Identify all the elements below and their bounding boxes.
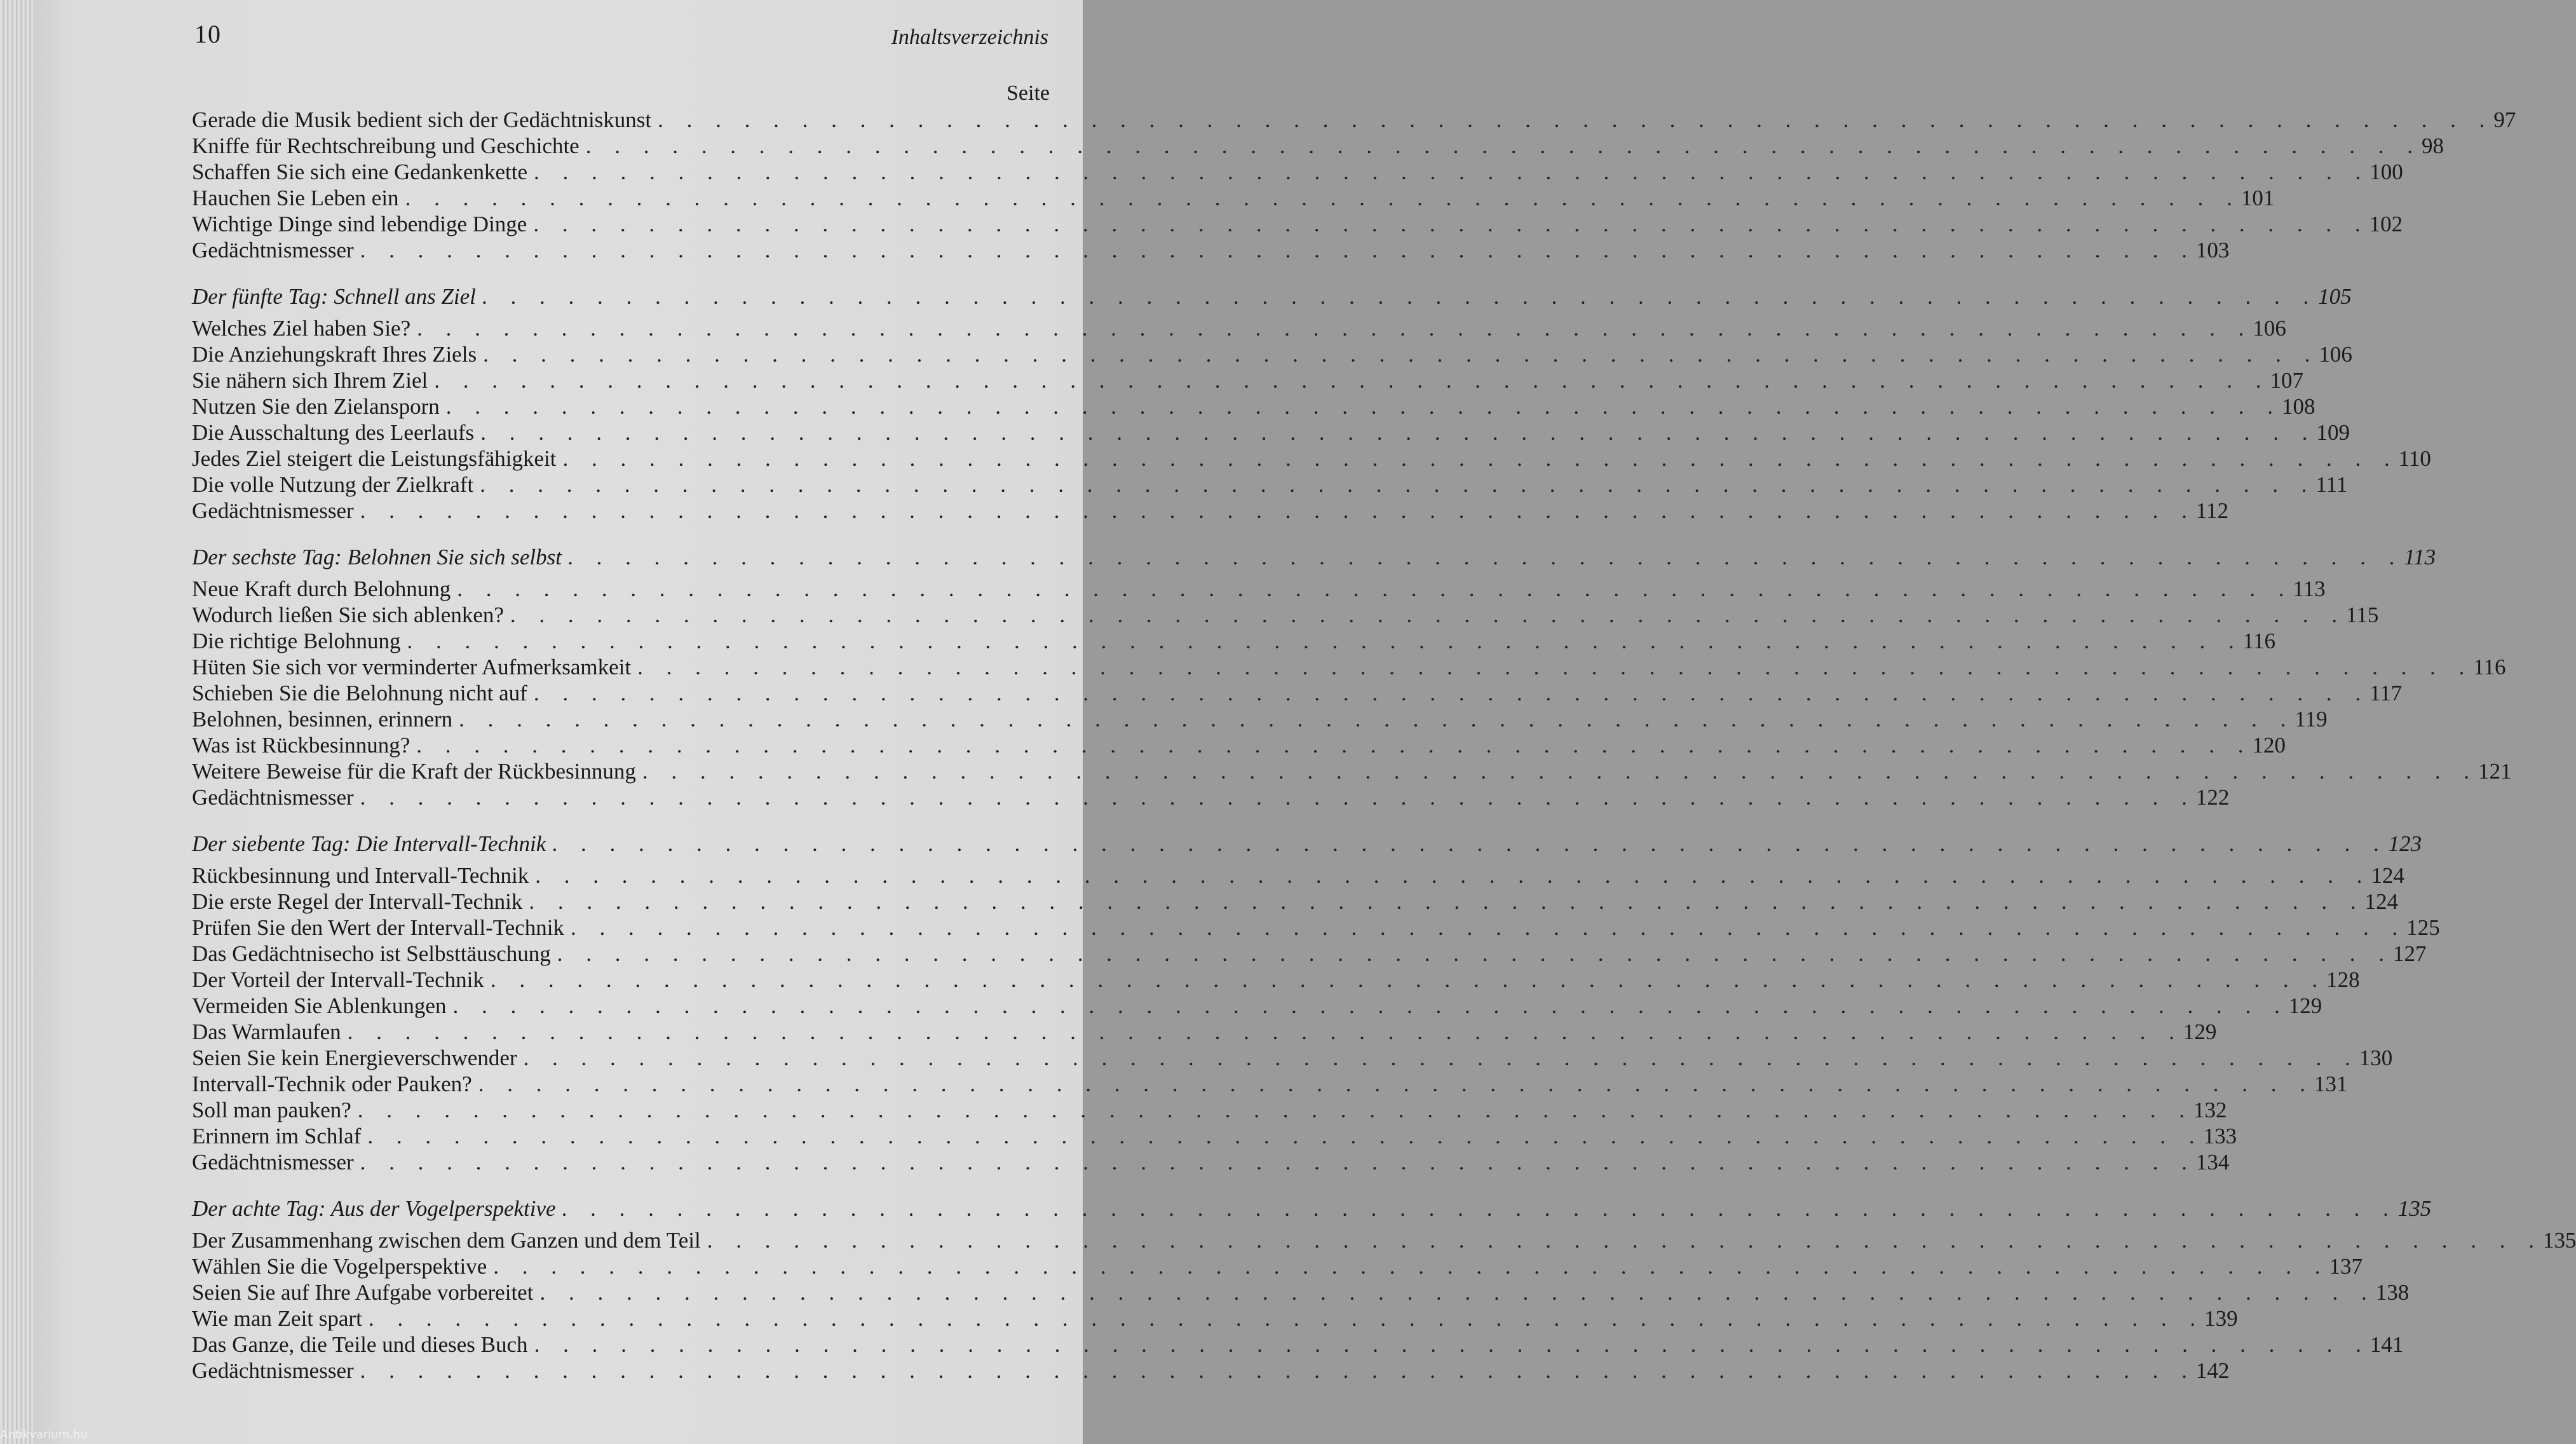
- entry-page-number: 129: [2288, 993, 2322, 1018]
- entry-title: Welches Ziel haben Sie?: [192, 316, 411, 341]
- dot-leader: . . . . . . . . . . . . . . . . . . . . . . . . . . . . . . . . . . . . . . . . . . . . . . . . . . . . . . . . . . . . . . . .: [570, 915, 2407, 940]
- toc-entry: [192, 237, 2230, 263]
- running-head: Inhaltsverzeichnis: [891, 25, 1048, 49]
- entry-title: Soll man pauken?: [192, 1098, 351, 1122]
- entry-title: Die Anziehungskraft Ihres Ziels: [192, 342, 477, 367]
- entry-page-number: 116: [2473, 655, 2506, 679]
- entry-page-number: 101: [2240, 186, 2275, 210]
- dot-leader: . . . . . . . . . . . . . . . . . . . . . . . . . . . . . . . . . . . . . . . . . . . . . . . . . . . . . . . . . . . . . . . .: [357, 1098, 2194, 1122]
- entry-page-number: 108: [2282, 394, 2315, 419]
- toc-entry: [192, 628, 2275, 654]
- entry-page-number: 137: [2329, 1254, 2363, 1279]
- entry-title: Prüfen Sie den Wert der Intervall-Technik: [192, 915, 564, 940]
- dot-leader: . . . . . . . . . . . . . . . . . . . . . . . . . . . . . . . . . . . . . . . . . . . . . . . . . . . . . . . . . . . . . . . .: [529, 889, 2365, 914]
- entry-title: Die volle Nutzung der Zielkraft: [192, 472, 474, 497]
- entry-title: Wichtige Dinge sind lebendige Dinge: [192, 212, 527, 236]
- page-header: [33, 19, 1083, 57]
- toc-entry: [192, 107, 2516, 133]
- dot-leader: . . . . . . . . . . . . . . . . . . . . . . . . . . . . . . . . . . . . . . . . . . . . . . . . . . . . . . . . . . . . . . . .: [368, 1306, 2205, 1331]
- entry-title: Weitere Beweise für die Kraft der Rückbesinnung: [192, 759, 636, 784]
- dot-leader: . . . . . . . . . . . . . . . . . . . . . . . . . . . . . . . . . . . . . . . . . . . . . . . . . . . . . . . . . . . . . . . .: [533, 681, 2370, 705]
- dot-leader: . . . . . . . . . . . . . . . . . . . . . . . . . . . . . . . . . . . . . . . . . . . . . . . . . . . . . . . . . . . . . . . .: [707, 1228, 2543, 1253]
- entry-page-number: 119: [2295, 707, 2328, 732]
- chapter-page-number: 105: [2318, 284, 2352, 309]
- dot-leader: . . . . . . . . . . . . . . . . . . . . . . . . . . . . . . . . . . . . . . . . . . . . . . . . . . . . . . . . . . . . . . . .: [523, 1046, 2359, 1070]
- entry-title: Das Gedächtnisecho ist Selbsttäuschung: [192, 941, 551, 966]
- entry-title: Wie man Zeit spart: [192, 1306, 362, 1331]
- book-page: [33, 0, 2576, 1444]
- toc-entry: [192, 993, 2322, 1019]
- entry-title: Die Ausschaltung des Leerlaufs: [192, 420, 475, 445]
- toc-entry: [192, 1227, 2576, 1253]
- dot-leader: . . . . . . . . . . . . . . . . . . . . . . . . . . . . . . . . . . . . . . . . . . . . . . . . . . . . . . . . . . . . . . . .: [434, 368, 2270, 393]
- dot-leader: . . . . . . . . . . . . . . . . . . . . . . . . . . . . . . . . . . . . . . . . . . . . . . . . . . . . . . . . . . . . . . . .: [445, 394, 2282, 419]
- entry-page-number: 129: [2183, 1019, 2217, 1044]
- entry-page-number: 107: [2270, 368, 2304, 393]
- page-number: 10: [194, 20, 221, 48]
- toc-entry: [192, 915, 2440, 941]
- dot-leader: . . . . . . . . . . . . . . . . . . . . . . . . . . . . . . . . . . . . . . . . . . . . . . . . . . . . . . . . . . . . . . . .: [478, 1072, 2314, 1096]
- entry-title: Hauchen Sie Leben ein: [192, 186, 399, 210]
- toc-entry: [192, 1097, 2227, 1123]
- entry-title: Schieben Sie die Belohnung nicht auf: [192, 681, 527, 705]
- entry-page-number: 98: [2421, 133, 2444, 158]
- dot-leader: . . . . . . . . . . . . . . . . . . . . . . . . . . . . . . . . . . . . . . . . . . . . . . . . . . . . . . . . . . . . . . . .: [539, 1280, 2376, 1305]
- dot-leader: . . . . . . . . . . . . . . . . . . . . . . . . . . . . . . . . . . . . . . . . . . . . . . . . . . . . . . . . . . . . . . . .: [493, 1254, 2329, 1279]
- toc-entry: [192, 367, 2304, 393]
- table-of-contents: [192, 107, 2576, 1404]
- toc-entry: [192, 758, 2512, 784]
- toc-entry: [192, 419, 2350, 446]
- toc-entry: [192, 706, 2328, 732]
- toc-entry: [192, 941, 2427, 967]
- entry-title: Das Ganze, die Teile und dieses Buch: [192, 1332, 528, 1357]
- toc-chapter-heading: [192, 1195, 2432, 1223]
- watermark: Antikvarium.hu: [0, 1428, 88, 1441]
- dot-leader: . . . . . . . . . . . . . . . . . . . . . . . . . . . . . . . . . . . . . . . . . . . . . . . . . . . . . . . . . . . . . . . .: [552, 831, 2389, 856]
- entry-page-number: 113: [2293, 576, 2326, 601]
- toc-entry: [192, 784, 2230, 810]
- toc-entry: [192, 732, 2286, 758]
- toc-entry: [192, 576, 2326, 602]
- toc-entry: [192, 341, 2352, 367]
- toc-entry: [192, 446, 2431, 472]
- entry-page-number: 120: [2252, 733, 2286, 758]
- dot-leader: . . . . . . . . . . . . . . . . . . . . . . . . . . . . . . . . . . . . . . . . . . . . . . . . . . . . . . . . . . . . . . . .: [482, 284, 2319, 309]
- entry-page-number: 100: [2369, 160, 2403, 184]
- toc-entry: [192, 680, 2403, 706]
- chapter-page-number: 135: [2397, 1196, 2432, 1221]
- toc-entry: [192, 1253, 2363, 1279]
- dot-leader: . . . . . . . . . . . . . . . . . . . . . . . . . . . . . . . . . . . . . . . . . . . . . . . . . . . . . . . . . . . . . . . .: [562, 1196, 2398, 1221]
- entry-page-number: 124: [2371, 863, 2404, 888]
- dot-leader: . . . . . . . . . . . . . . . . . . . . . . . . . . . . . . . . . . . . . . . . . . . . . . . . . . . . . . . . . . . . . . . .: [405, 186, 2241, 210]
- entry-title: Gerade die Musik bedient sich der Gedächtniskunst: [192, 107, 652, 132]
- toc-chapter-heading: [192, 283, 2352, 311]
- dot-leader: . . . . . . . . . . . . . . . . . . . . . . . . . . . . . . . . . . . . . . . . . . . . . . . . . . . . . . . . . . . . . . . .: [483, 342, 2319, 367]
- chapter-title: Der achte Tag: Aus der Vogelperspektive: [192, 1196, 556, 1221]
- chapter-title: Der fünfte Tag: Schnell ans Ziel: [192, 284, 476, 309]
- entry-page-number: 125: [2406, 915, 2440, 940]
- entry-page-number: 97: [2493, 107, 2516, 132]
- chapter-page-number: 113: [2404, 545, 2436, 569]
- toc-entry: [192, 185, 2275, 211]
- entry-title: Was ist Rückbesinnung?: [192, 733, 410, 758]
- dot-leader: . . . . . . . . . . . . . . . . . . . . . . . . . . . . . . . . . . . . . . . . . . . . . . . . . . . . . . . . . . . . . . . .: [562, 446, 2399, 471]
- toc-entry: [192, 393, 2315, 419]
- dot-leader: . . . . . . . . . . . . . . . . . . . . . . . . . . . . . . . . . . . . . . . . . . . . . . . . . . . . . . . . . . . . . . . .: [510, 603, 2347, 627]
- toc-section: [192, 283, 2431, 524]
- entry-title: Nutzen Sie den Zielansporn: [192, 394, 440, 419]
- dot-leader: . . . . . . . . . . . . . . . . . . . . . . . . . . . . . . . . . . . . . . . . . . . . . . . . . . . . . . . . . . . . . . . .: [360, 1150, 2196, 1175]
- entry-title: Gedächtnismesser: [192, 238, 354, 262]
- entry-title: Der Vorteil der Intervall-Technik: [192, 967, 484, 992]
- dot-leader: . . . . . . . . . . . . . . . . . . . . . . . . . . . . . . . . . . . . . . . . . . . . . . . . . . . . . . . . . . . . . . . .: [535, 863, 2371, 888]
- toc-entry: [192, 498, 2229, 524]
- toc-entry: [192, 1071, 2348, 1097]
- entry-page-number: 139: [2204, 1306, 2238, 1331]
- chapter-title: Der sechste Tag: Belohnen Sie sich selbst: [192, 545, 562, 569]
- entry-page-number: 133: [2203, 1124, 2237, 1148]
- entry-page-number: 132: [2193, 1098, 2227, 1122]
- entry-page-number: 109: [2316, 420, 2350, 445]
- toc-chapter-heading: [192, 831, 2422, 859]
- toc-entry: [192, 133, 2444, 159]
- entry-page-number: 121: [2478, 759, 2512, 784]
- toc-entry: [192, 967, 2360, 993]
- toc-entry: [192, 1332, 2404, 1358]
- toc-section: [192, 1195, 2576, 1384]
- dot-leader: . . . . . . . . . . . . . . . . . . . . . . . . . . . . . . . . . . . . . . . . . . . . . . . . . . . . . . . . . . . . . . . .: [480, 420, 2317, 445]
- entry-title: Belohnen, besinnen, erinnern: [192, 707, 453, 732]
- entry-title: Die richtige Belohnung: [192, 629, 401, 653]
- toc-entry: [192, 315, 2286, 341]
- entry-page-number: 124: [2364, 889, 2399, 914]
- dot-leader: . . . . . . . . . . . . . . . . . . . . . . . . . . . . . . . . . . . . . . . . . . . . . . . . . . . . . . . . . . . . . . . .: [480, 472, 2316, 497]
- entry-page-number: 106: [2319, 342, 2352, 367]
- dot-leader: . . . . . . . . . . . . . . . . . . . . . . . . . . . . . . . . . . . . . . . . . . . . . . . . . . . . . . . . . . . . . . . .: [416, 733, 2253, 758]
- entry-page-number: 116: [2242, 629, 2275, 653]
- entry-page-number: 115: [2346, 603, 2379, 627]
- entry-title: Seien Sie auf Ihre Aufgabe vorbereitet: [192, 1280, 534, 1305]
- entry-page-number: 106: [2253, 316, 2286, 341]
- book-page-edges: [0, 0, 38, 1444]
- page-column-label: Seite: [1007, 81, 1050, 105]
- dot-leader: . . . . . . . . . . . . . . . . . . . . . . . . . . . . . . . . . . . . . . . . . . . . . . . . . . . . . . . . . . . . . . . .: [360, 238, 2196, 262]
- toc-entry: [192, 1305, 2238, 1332]
- entry-page-number: 111: [2315, 472, 2348, 497]
- entry-title: Die erste Regel der Intervall-Technik: [192, 889, 523, 914]
- toc-entry: [192, 1123, 2237, 1149]
- toc-entry: [192, 1045, 2393, 1071]
- dot-leader: . . . . . . . . . . . . . . . . . . . . . . . . . . . . . . . . . . . . . . . . . . . . . . . . . . . . . . . . . . . . . . . .: [557, 941, 2394, 966]
- dot-leader: . . . . . . . . . . . . . . . . . . . . . . . . . . . . . . . . . . . . . . . . . . . . . . . . . . . . . . . . . . . . . . . .: [417, 316, 2253, 341]
- dot-leader: . . . . . . . . . . . . . . . . . . . . . . . . . . . . . . . . . . . . . . . . . . . . . . . . . . . . . . . . . . . . . . . .: [534, 1332, 2370, 1357]
- entry-title: Gedächtnismesser: [192, 785, 354, 810]
- toc-entry: [192, 1358, 2230, 1384]
- entry-title: Intervall-Technik oder Pauken?: [192, 1072, 472, 1096]
- entry-title: Wählen Sie die Vogelperspektive: [192, 1254, 487, 1279]
- entry-title: Jedes Ziel steigert die Leistungsfähigkeit: [192, 446, 557, 471]
- entry-title: Wodurch ließen Sie sich ablenken?: [192, 603, 504, 627]
- entry-page-number: 103: [2195, 238, 2230, 262]
- dot-leader: . . . . . . . . . . . . . . . . . . . . . . . . . . . . . . . . . . . . . . . . . . . . . . . . . . . . . . . . . . . . . . . .: [457, 576, 2293, 601]
- dot-leader: . . . . . . . . . . . . . . . . . . . . . . . . . . . . . . . . . . . . . . . . . . . . . . . . . . . . . . . . . . . . . . . .: [490, 967, 2327, 992]
- entry-page-number: 110: [2398, 446, 2431, 471]
- toc-entry: [192, 1019, 2217, 1045]
- toc-entry: [192, 211, 2403, 237]
- dot-leader: . . . . . . . . . . . . . . . . . . . . . . . . . . . . . . . . . . . . . . . . . . . . . . . . . . . . . . . . . . . . . . . .: [367, 1124, 2204, 1148]
- toc-entry: [192, 1149, 2230, 1175]
- entry-title: Rückbesinnung und Intervall-Technik: [192, 863, 529, 888]
- dot-leader: . . . . . . . . . . . . . . . . . . . . . . . . . . . . . . . . . . . . . . . . . . . . . . . . . . . . . . . . . . . . . . . .: [637, 655, 2474, 679]
- entry-page-number: 138: [2375, 1280, 2410, 1305]
- entry-title: Sie nähern sich Ihrem Ziel: [192, 368, 428, 393]
- entry-page-number: 128: [2326, 967, 2360, 992]
- toc-entry: [192, 654, 2506, 680]
- toc-section: [192, 831, 2440, 1175]
- entry-page-number: 122: [2195, 785, 2230, 810]
- entry-page-number: 130: [2359, 1046, 2393, 1070]
- entry-page-number: 135: [2542, 1228, 2576, 1253]
- entry-page-number: 141: [2369, 1332, 2404, 1357]
- chapter-title: Der siebente Tag: Die Intervall-Technik: [192, 831, 546, 856]
- toc-entry: [192, 889, 2399, 915]
- dot-leader: . . . . . . . . . . . . . . . . . . . . . . . . . . . . . . . . . . . . . . . . . . . . . . . . . . . . . . . . . . . . . . . .: [360, 498, 2196, 523]
- entry-page-number: 102: [2369, 212, 2403, 236]
- dot-leader: . . . . . . . . . . . . . . . . . . . . . . . . . . . . . . . . . . . . . . . . . . . . . . . . . . . . . . . . . . . . . . . .: [459, 707, 2295, 732]
- toc-chapter-heading: [192, 544, 2436, 572]
- dot-leader: . . . . . . . . . . . . . . . . . . . . . . . . . . . . . . . . . . . . . . . . . . . . . . . . . . . . . . . . . . . . . . . .: [533, 212, 2369, 236]
- dot-leader: . . . . . . . . . . . . . . . . . . . . . . . . . . . . . . . . . . . . . . . . . . . . . . . . . . . . . . . . . . . . . . . .: [534, 160, 2370, 184]
- entry-page-number: 127: [2393, 941, 2427, 966]
- entry-title: Gedächtnismesser: [192, 1150, 354, 1175]
- dot-leader: . . . . . . . . . . . . . . . . . . . . . . . . . . . . . . . . . . . . . . . . . . . . . . . . . . . . . . . . . . . . . . . .: [585, 133, 2422, 158]
- entry-title: Gedächtnismesser: [192, 1358, 354, 1383]
- dot-leader: . . . . . . . . . . . . . . . . . . . . . . . . . . . . . . . . . . . . . . . . . . . . . . . . . . . . . . . . . . . . . . . .: [360, 785, 2196, 810]
- dot-leader: . . . . . . . . . . . . . . . . . . . . . . . . . . . . . . . . . . . . . . . . . . . . . . . . . . . . . . . . . . . . . . . .: [642, 759, 2479, 784]
- toc-entry: [192, 862, 2404, 889]
- entry-title: Schaffen Sie sich eine Gedankenkette: [192, 160, 528, 184]
- entry-title: Seien Sie kein Energieverschwender: [192, 1046, 517, 1070]
- toc-section: [192, 107, 2516, 263]
- entry-page-number: 131: [2314, 1072, 2348, 1096]
- dot-leader: . . . . . . . . . . . . . . . . . . . . . . . . . . . . . . . . . . . . . . . . . . . . . . . . . . . . . . . . . . . . . . . .: [407, 629, 2243, 653]
- dot-leader: . . . . . . . . . . . . . . . . . . . . . . . . . . . . . . . . . . . . . . . . . . . . . . . . . . . . . . . . . . . . . . . .: [360, 1358, 2196, 1383]
- toc-entry: [192, 472, 2348, 498]
- entry-page-number: 117: [2369, 681, 2403, 705]
- entry-page-number: 142: [2195, 1358, 2230, 1383]
- toc-entry: [192, 602, 2379, 628]
- entry-page-number: 112: [2195, 498, 2229, 523]
- dot-leader: . . . . . . . . . . . . . . . . . . . . . . . . . . . . . . . . . . . . . . . . . . . . . . . . . . . . . . . . . . . . . . . .: [452, 993, 2289, 1018]
- entry-title: Erinnern im Schlaf: [192, 1124, 362, 1148]
- dot-leader: . . . . . . . . . . . . . . . . . . . . . . . . . . . . . . . . . . . . . . . . . . . . . . . . . . . . . . . . . . . . . . . .: [347, 1019, 2183, 1044]
- toc-entry: [192, 159, 2403, 185]
- entry-title: Neue Kraft durch Belohnung: [192, 576, 451, 601]
- entry-title: Gedächtnismesser: [192, 498, 354, 523]
- toc-section: [192, 544, 2512, 810]
- entry-title: Kniffe für Rechtschreibung und Geschichte: [192, 133, 580, 158]
- entry-title: Vermeiden Sie Ablenkungen: [192, 993, 447, 1018]
- chapter-page-number: 123: [2388, 831, 2422, 856]
- entry-title: Das Warmlaufen: [192, 1019, 341, 1044]
- dot-leader: . . . . . . . . . . . . . . . . . . . . . . . . . . . . . . . . . . . . . . . . . . . . . . . . . . . . . . . . . . . . . . . .: [658, 107, 2494, 132]
- dot-leader: . . . . . . . . . . . . . . . . . . . . . . . . . . . . . . . . . . . . . . . . . . . . . . . . . . . . . . . . . . . . . . . .: [567, 545, 2404, 569]
- toc-entry: [192, 1279, 2410, 1305]
- entry-title: Hüten Sie sich vor verminderter Aufmerksamkeit: [192, 655, 632, 679]
- entry-title: Der Zusammenhang zwischen dem Ganzen und dem Teil: [192, 1228, 701, 1253]
- entry-page-number: 134: [2195, 1150, 2230, 1175]
